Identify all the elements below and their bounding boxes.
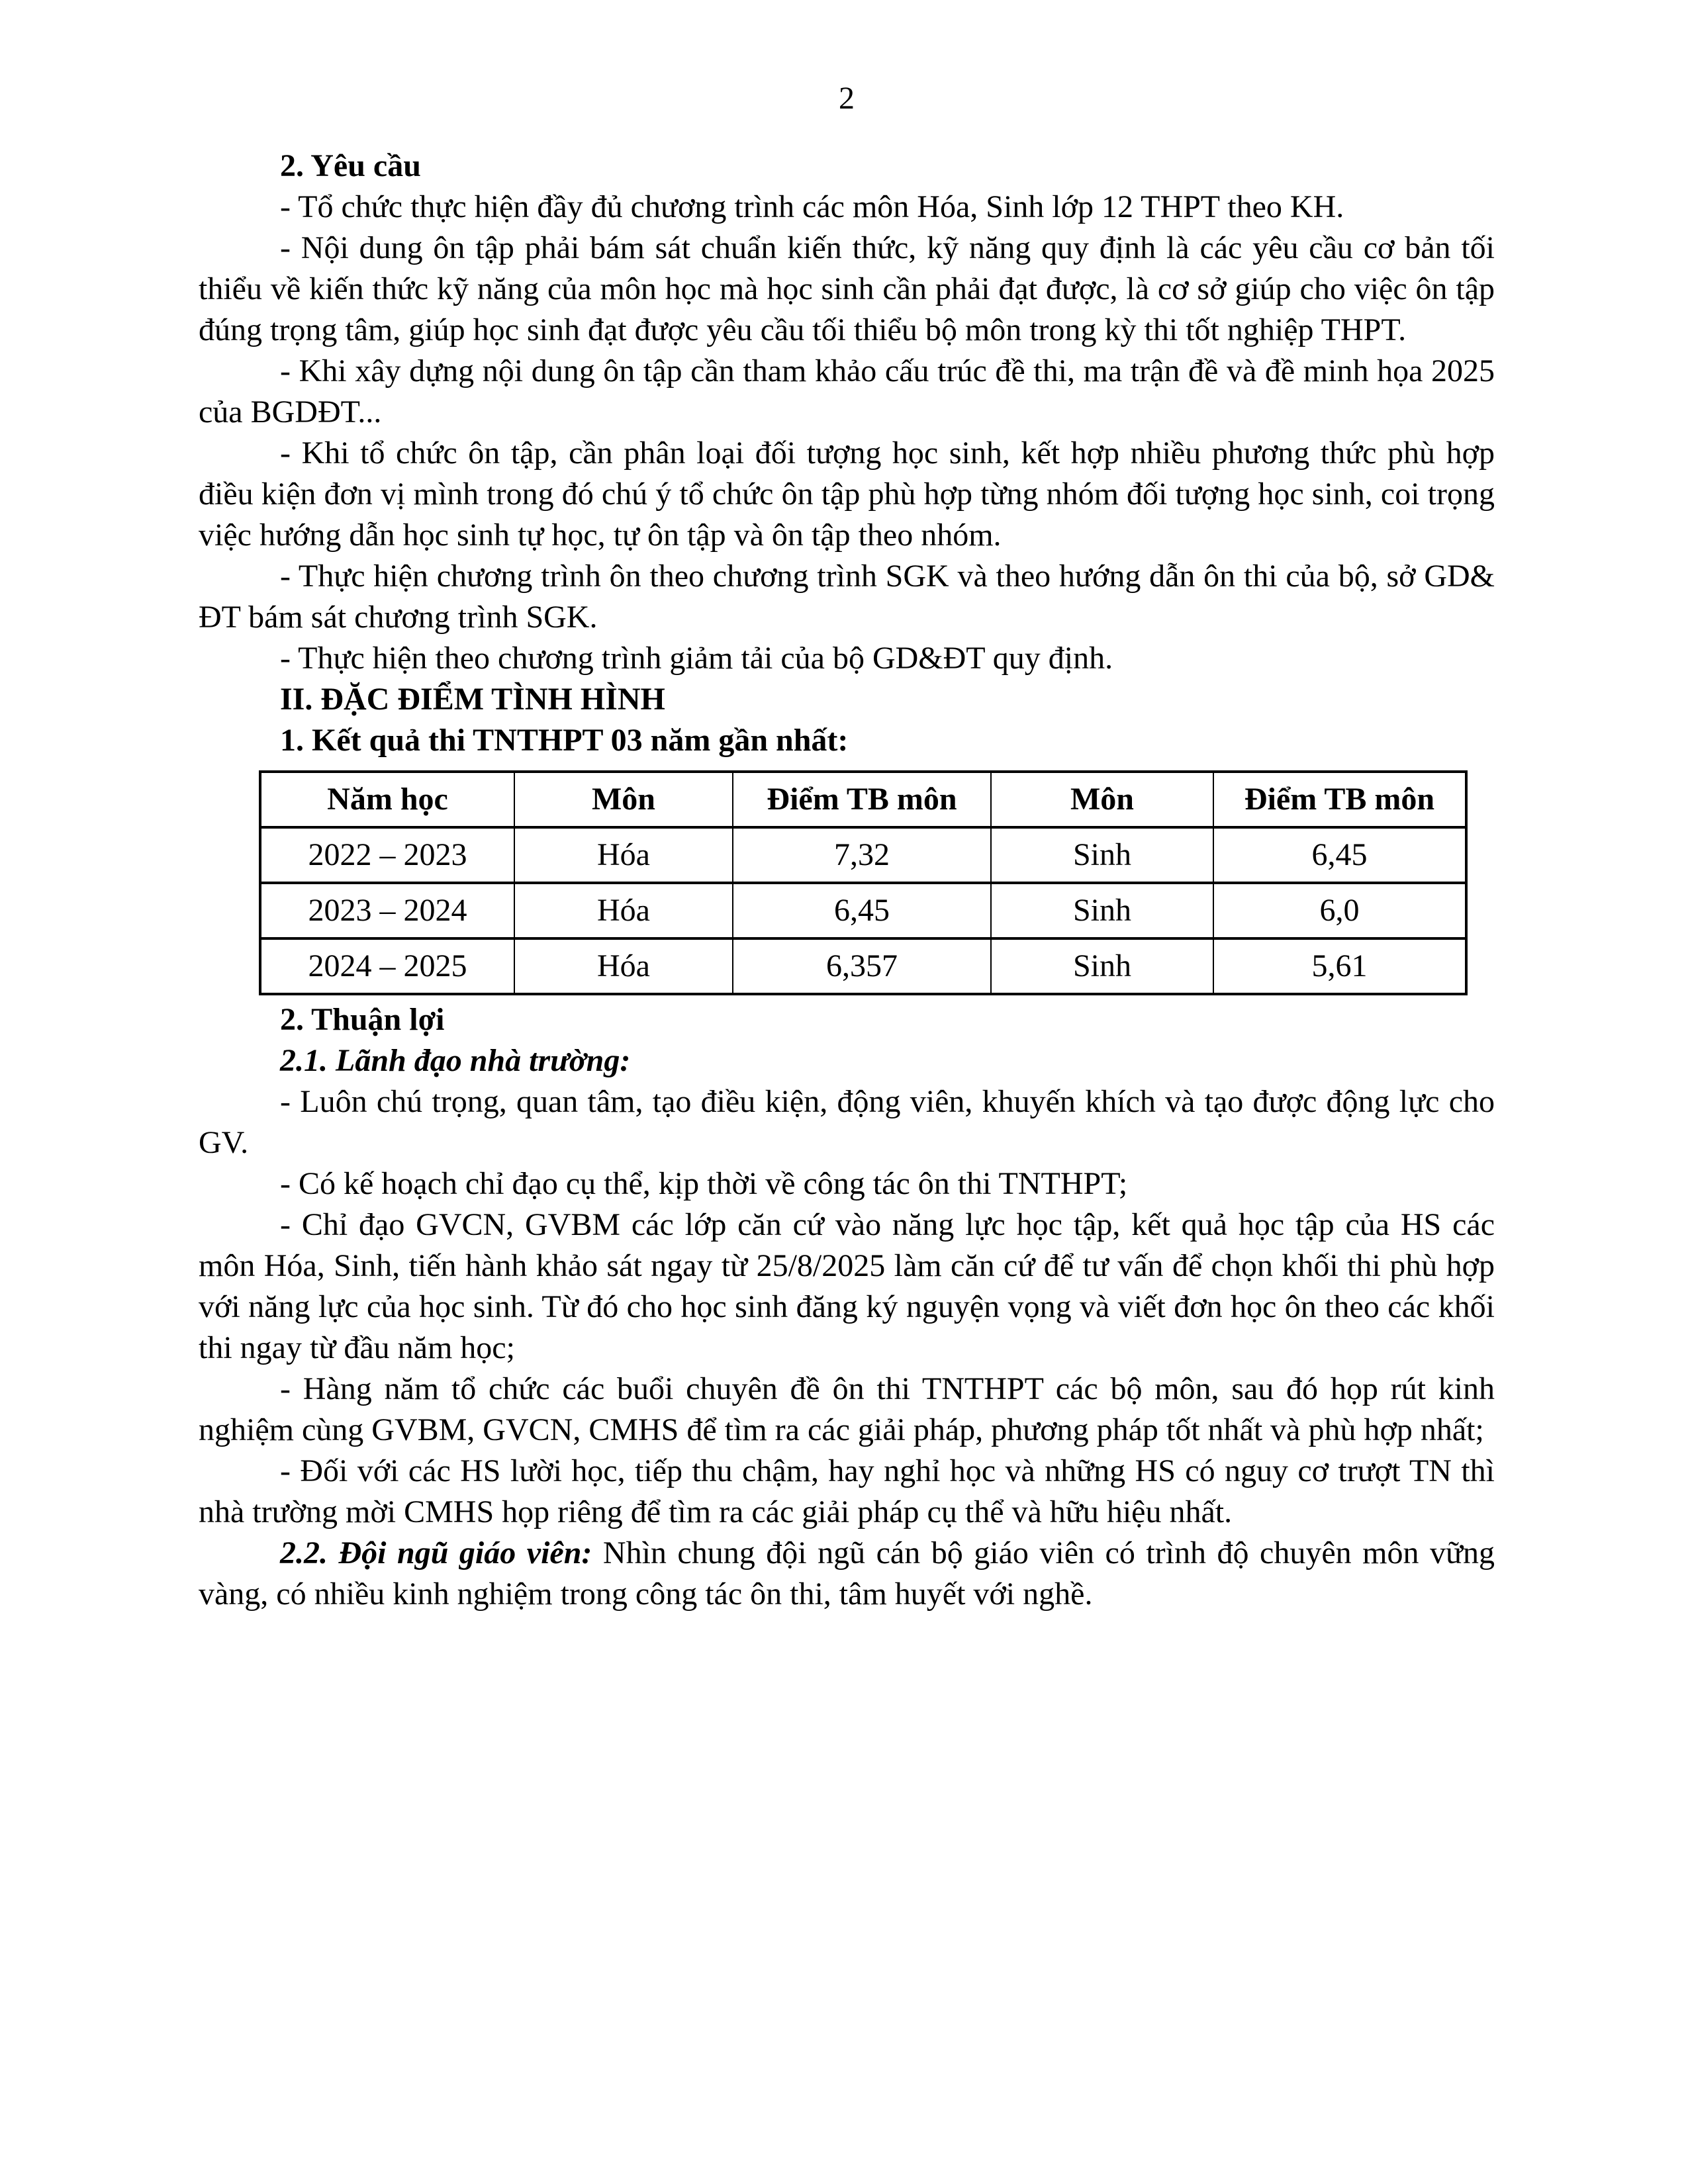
table-cell: 6,357 <box>733 938 991 994</box>
paragraph: - Có kế hoạch chỉ đạo cụ thể, kịp thời về công tác ôn thi TNTHPT; <box>280 1166 1128 1201</box>
table-header-row <box>260 772 1466 827</box>
table-cell: Hóa <box>514 827 733 883</box>
column-header: Môn <box>514 772 733 827</box>
column-header: Điểm TB môn <box>733 772 991 827</box>
scores-table <box>259 770 1468 995</box>
heading-yeu-cau: 2. Yêu cầu <box>280 148 421 183</box>
column-header: Điểm TB môn <box>1213 772 1466 827</box>
table-row <box>260 827 1466 883</box>
heading-doi-ngu-giao-vien: 2.2. Đội ngũ giáo viên: <box>280 1535 592 1570</box>
doi-ngu-text: Nhìn chung đội ngũ cán bộ giáo viên có trình độ chuyên môn vững vàng, có nhiều kinh nghiệm trong công tác ôn thi, tâm huyết với nghề. <box>199 1535 1495 1612</box>
table-cell: 2024 – 2025 <box>260 938 514 994</box>
heading-ket-qua-thi: 1. Kết quả thi TNTHPT 03 năm gần nhất: <box>280 723 849 758</box>
table-cell: 5,61 <box>1213 938 1466 994</box>
table-cell: 2023 – 2024 <box>260 883 514 938</box>
paragraph: - Hàng năm tổ chức các buổi chuyên đề ôn thi TNTHPT các bộ môn, sau đó họp rút kinh nghiệm cùng GVBM, GVCN, CMHS để tìm ra các giải pháp, phương pháp tốt nhất và phù hợp nhất; <box>199 1371 1495 1447</box>
table-cell: 7,32 <box>733 827 991 883</box>
paragraph: - Thực hiện chương trình ôn theo chương trình SGK và theo hướng dẫn ôn thi của bộ, sở GD& ĐT bám sát chương trình SGK. <box>199 559 1495 635</box>
paragraph: - Chỉ đạo GVCN, GVBM các lớp căn cứ vào năng lực học tập, kết quả học tập của HS các môn Hóa, Sinh, tiến hành khảo sát ngay từ 25/8/2025 làm căn cứ để tư vấn để chọn khối thi phù hợp với năng lực của học sinh. Từ đó cho học sinh đăng ký nguyện vọng và viết đơn học ôn theo các khối thi ngay từ đầu năm học; <box>199 1207 1495 1365</box>
table-cell: 6,0 <box>1213 883 1466 938</box>
table-cell: 6,45 <box>1213 827 1466 883</box>
table-cell: 2022 – 2023 <box>260 827 514 883</box>
heading-dac-diem-tinh-hinh: II. ĐẶC ĐIỂM TÌNH HÌNH <box>280 682 665 717</box>
table-cell: 6,45 <box>733 883 991 938</box>
paragraph: - Khi tổ chức ôn tập, cần phân loại đối tượng học sinh, kết hợp nhiều phương thức phù hợp điều kiện đơn vị mình trong đó chú ý tổ chức ôn tập phù hợp từng nhóm đối tượng học sinh, coi trọng việc hướng dẫn học sinh tự học, tự ôn tập và ôn tập theo nhóm. <box>199 435 1495 553</box>
heading-lanh-dao-nha-truong: 2.1. Lãnh đạo nhà trường: <box>280 1043 631 1078</box>
paragraph: - Đối với các HS lười học, tiếp thu chậm, hay nghỉ học và những HS có nguy cơ trượt TN thì nhà trường mời CMHS họp riêng để tìm ra các giải pháp cụ thể và hữu hiệu nhất. <box>199 1453 1495 1529</box>
paragraph-doi-ngu <box>199 1533 1495 1615</box>
table-cell: Sinh <box>991 883 1213 938</box>
table-row <box>260 938 1466 994</box>
table-cell: Sinh <box>991 827 1213 883</box>
table-cell: Sinh <box>991 938 1213 994</box>
column-header: Năm học <box>260 772 514 827</box>
column-header: Môn <box>991 772 1213 827</box>
table-row <box>260 883 1466 938</box>
paragraph: - Nội dung ôn tập phải bám sát chuẩn kiến thức, kỹ năng quy định là các yêu cầu cơ bản tối thiểu về kiến thức kỹ năng của môn học mà học sinh cần phải đạt được, là cơ sở giúp cho việc ôn tập đúng trọng tâm, giúp học sinh đạt được yêu cầu tối thiểu bộ môn trong kỳ thi tốt nghiệp THPT. <box>199 230 1495 347</box>
paragraph: - Tổ chức thực hiện đầy đủ chương trình các môn Hóa, Sinh lớp 12 THPT theo KH. <box>280 189 1344 224</box>
table-cell: Hóa <box>514 938 733 994</box>
paragraph: - Thực hiện theo chương trình giảm tải của bộ GD&ĐT quy định. <box>280 641 1113 676</box>
heading-thuan-loi: 2. Thuận lợi <box>280 1002 445 1037</box>
paragraph: - Khi xây dựng nội dung ôn tập cần tham khảo cấu trúc đề thi, ma trận đề và đề minh họa 2025 của BGDĐT... <box>199 353 1495 430</box>
table-cell: Hóa <box>514 883 733 938</box>
page-number: 2 <box>839 81 855 116</box>
paragraph: - Luôn chú trọng, quan tâm, tạo điều kiện, động viên, khuyến khích và tạo được động lực cho GV. <box>199 1084 1495 1160</box>
